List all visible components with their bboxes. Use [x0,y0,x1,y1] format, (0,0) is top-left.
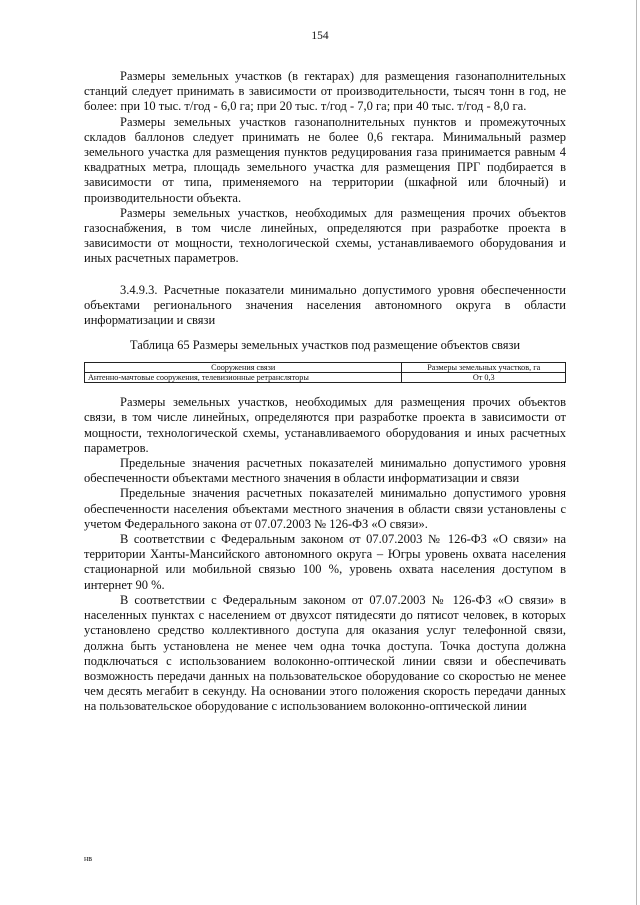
paragraph: Размеры земельных участков газонаполнительных пунктов и промежуточных складов баллонов следует принимать не более 0,6 гектара. Минимальный размер земельного участка для размещения пунктов редуцирования газа принимается равным 4 квадратных метра, площадь земельного участка для размещения ПРГ подбирается в зависимости от типа, применяемого на территории (шкафной или блочный) и производительности объекта. [84,114,566,205]
table-cell: Антенно-мачтовые сооружения, телевизионные ретрансляторы [85,373,402,383]
table-row [85,373,566,383]
paragraph: Размеры земельных участков, необходимых для размещения прочих объектов газоснабжения, в том числе линейных, определяются при разработке проекта в зависимости от мощности, технологической схемы, устанавливаемого оборудования и иных расчетных параметров. [84,205,566,266]
paragraph: Предельные значения расчетных показателей минимально допустимого уровня обеспеченности объектами местного значения в области информатизации и связи [84,456,566,486]
page-number: 154 [311,30,329,42]
table-title: Таблица 65 Размеры земельных участков под размещение объектов связи [129,338,521,353]
paragraph: В соответствии с Федеральным законом от 07.07.2003 № 126-ФЗ «О связи» на территории Ханты-Мансийского автономного округа – Югры уровень охвата населения стационарной или мобильной связью 100 %, уровень охвата населения доступом в интернет 90 %. [84,532,566,592]
paragraph: Предельные значения расчетных показателей минимально допустимого уровня обеспеченности населения объектами местного значения в области связи установлены с учетом Федерального закона от 07.07.2003 № 126-ФЗ «О связи». [84,486,566,531]
paragraph: Размеры земельных участков, необходимых для размещения прочих объектов связи, в том числе линейных, определяются при разработке проекта в зависимости от мощности, технологической схемы, устанавливаемого оборудования и иных расчетных параметров. [84,395,566,455]
section-heading: 3.4.9.3. Расчетные показатели минимально допустимого уровня обеспеченности объектами регионального значения населения автономного округа в области информатизации и связи [84,282,566,328]
table-header-row [85,363,566,373]
table-header-cell: Размеры земельных участков, га [402,363,566,373]
table-cell: От 0,3 [402,373,566,383]
document-body [84,69,566,715]
scan-edge-line [636,0,637,905]
footer-mark: нв [84,854,93,863]
paragraph: Размеры земельных участков (в гектарах) для размещения газонаполнительных станций следует принимать в зависимости от производительности, тысяч тонн в год, не более: при 10 тыс. т/год - 6,0 га; при 20 тыс. т/год - 7,0 га; при 40 тыс. т/год - 8,0 га. [84,69,566,114]
table-header-cell: Сооружения связи [85,363,402,373]
paragraph: В соответствии с Федеральным законом от 07.07.2003 № 126-ФЗ «О связи» в населенных пунктах с населением от двухсот пятидесяти до пятисот человек, в которых установлено средство коллективного доступа для оказания услуг телефонной связи, должна быть установлена не менее чем одна точка доступа. Точка доступа должна подключаться с использованием волоконно-оптической линии связи и обеспечивать возможность передачи данных на пользовательское оборудование со скоростью не менее чем десять мегабит в секунду. На основании этого положения скорость передачи данных на пользовательское оборудование с использованием волоконно-оптической линии [84,592,566,714]
land-plot-table [84,362,566,383]
